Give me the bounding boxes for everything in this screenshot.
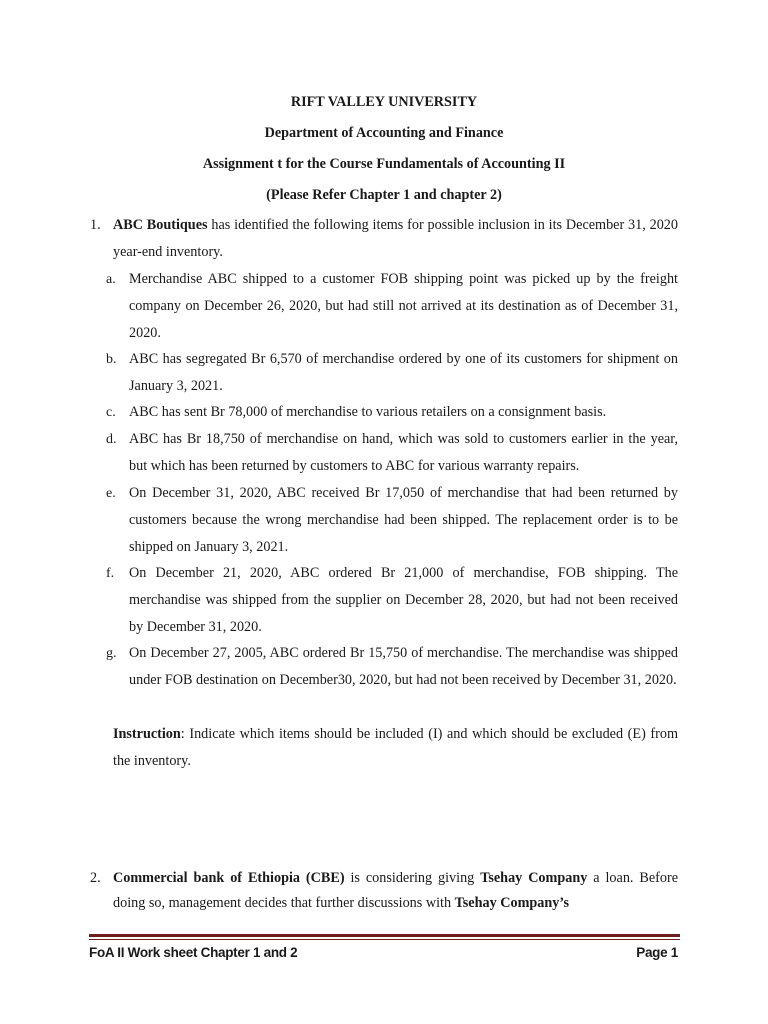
assignment-title: Assignment t for the Course Fundamentals of Accounting II bbox=[202, 156, 566, 172]
chapter-reference: (Please Refer Chapter 1 and chapter 2) bbox=[266, 187, 502, 203]
question-2-number: 2. bbox=[90, 870, 101, 886]
item-e-marker: e. bbox=[106, 486, 116, 501]
footer-title: FoA II Work sheet Chapter 1 and 2 bbox=[89, 945, 298, 960]
university-title: RIFT VALLEY UNIVERSITY bbox=[290, 94, 478, 110]
company-name: ABC Boutiques bbox=[113, 217, 208, 233]
instruction-label: Instruction bbox=[113, 726, 181, 742]
question-2-text-a: is considering giving bbox=[344, 870, 481, 886]
question-1-intro-text: has identified the following items for possible inclusion in its December 31, 2020 year-end inventory. bbox=[113, 217, 678, 260]
tsehay-company-possessive: Tsehay Company’s bbox=[454, 894, 570, 911]
item-g-marker: g. bbox=[106, 646, 117, 661]
item-a-marker: a. bbox=[106, 272, 116, 287]
instruction-paragraph bbox=[113, 721, 678, 775]
item-c-marker: c. bbox=[106, 405, 116, 420]
bank-name: Commercial bank of Ethiopia (CBE) bbox=[113, 870, 345, 886]
item-a-text: Merchandise ABC shipped to a customer FOB shipping point was picked up by the freight company on December 26, 2020, but had still not arrived at its destination as of December 31, 2020. bbox=[129, 271, 678, 341]
item-b-marker: b. bbox=[106, 352, 117, 367]
footer-divider-thin bbox=[89, 939, 680, 940]
question-1-intro bbox=[113, 212, 678, 266]
tsehay-company-name: Tsehay Company bbox=[480, 870, 588, 886]
question-2-text bbox=[113, 866, 678, 915]
item-e-text: On December 31, 2020, ABC received Br 17,050 of merchandise that had been returned by customers because the wrong merchandise had been shipped. The replacement order is to be shipped on January 3, 2021. bbox=[129, 485, 678, 555]
item-g-text: On December 27, 2005, ABC ordered Br 15,750 of merchandise. The merchandise was shipped under FOB destination on December30, 2020, but had not been received by December 31, 2020. bbox=[129, 645, 678, 688]
item-d-marker: d. bbox=[106, 432, 117, 447]
item-b-text: ABC has segregated Br 6,570 of merchandise ordered by one of its customers for shipment on January 3, 2021. bbox=[129, 351, 678, 394]
footer-divider bbox=[89, 934, 680, 937]
question-2-text-b: a loan. Before doing so, management decides that further discussions with bbox=[113, 870, 678, 911]
item-c-text: ABC has sent Br 78,000 of merchandise to various retailers on a consignment basis. bbox=[129, 404, 607, 420]
question-1-number: 1. bbox=[90, 217, 101, 233]
item-d-text: ABC has Br 18,750 of merchandise on hand, which was sold to customers earlier in the year, but which has been returned by customers to ABC for various warranty repairs. bbox=[129, 431, 678, 474]
department-title: Department of Accounting and Finance bbox=[264, 125, 504, 141]
page-number: Page 1 bbox=[636, 945, 678, 960]
item-f-text: On December 21, 2020, ABC ordered Br 21,000 of merchandise, FOB shipping. The merchandise was shipped from the supplier on December 28, 2020, but had not been received by December 31, 2020. bbox=[129, 565, 678, 635]
item-f-marker: f. bbox=[106, 566, 115, 581]
instruction-text: : Indicate which items should be included (I) and which should be excluded (E) from the inventory. bbox=[113, 726, 678, 769]
